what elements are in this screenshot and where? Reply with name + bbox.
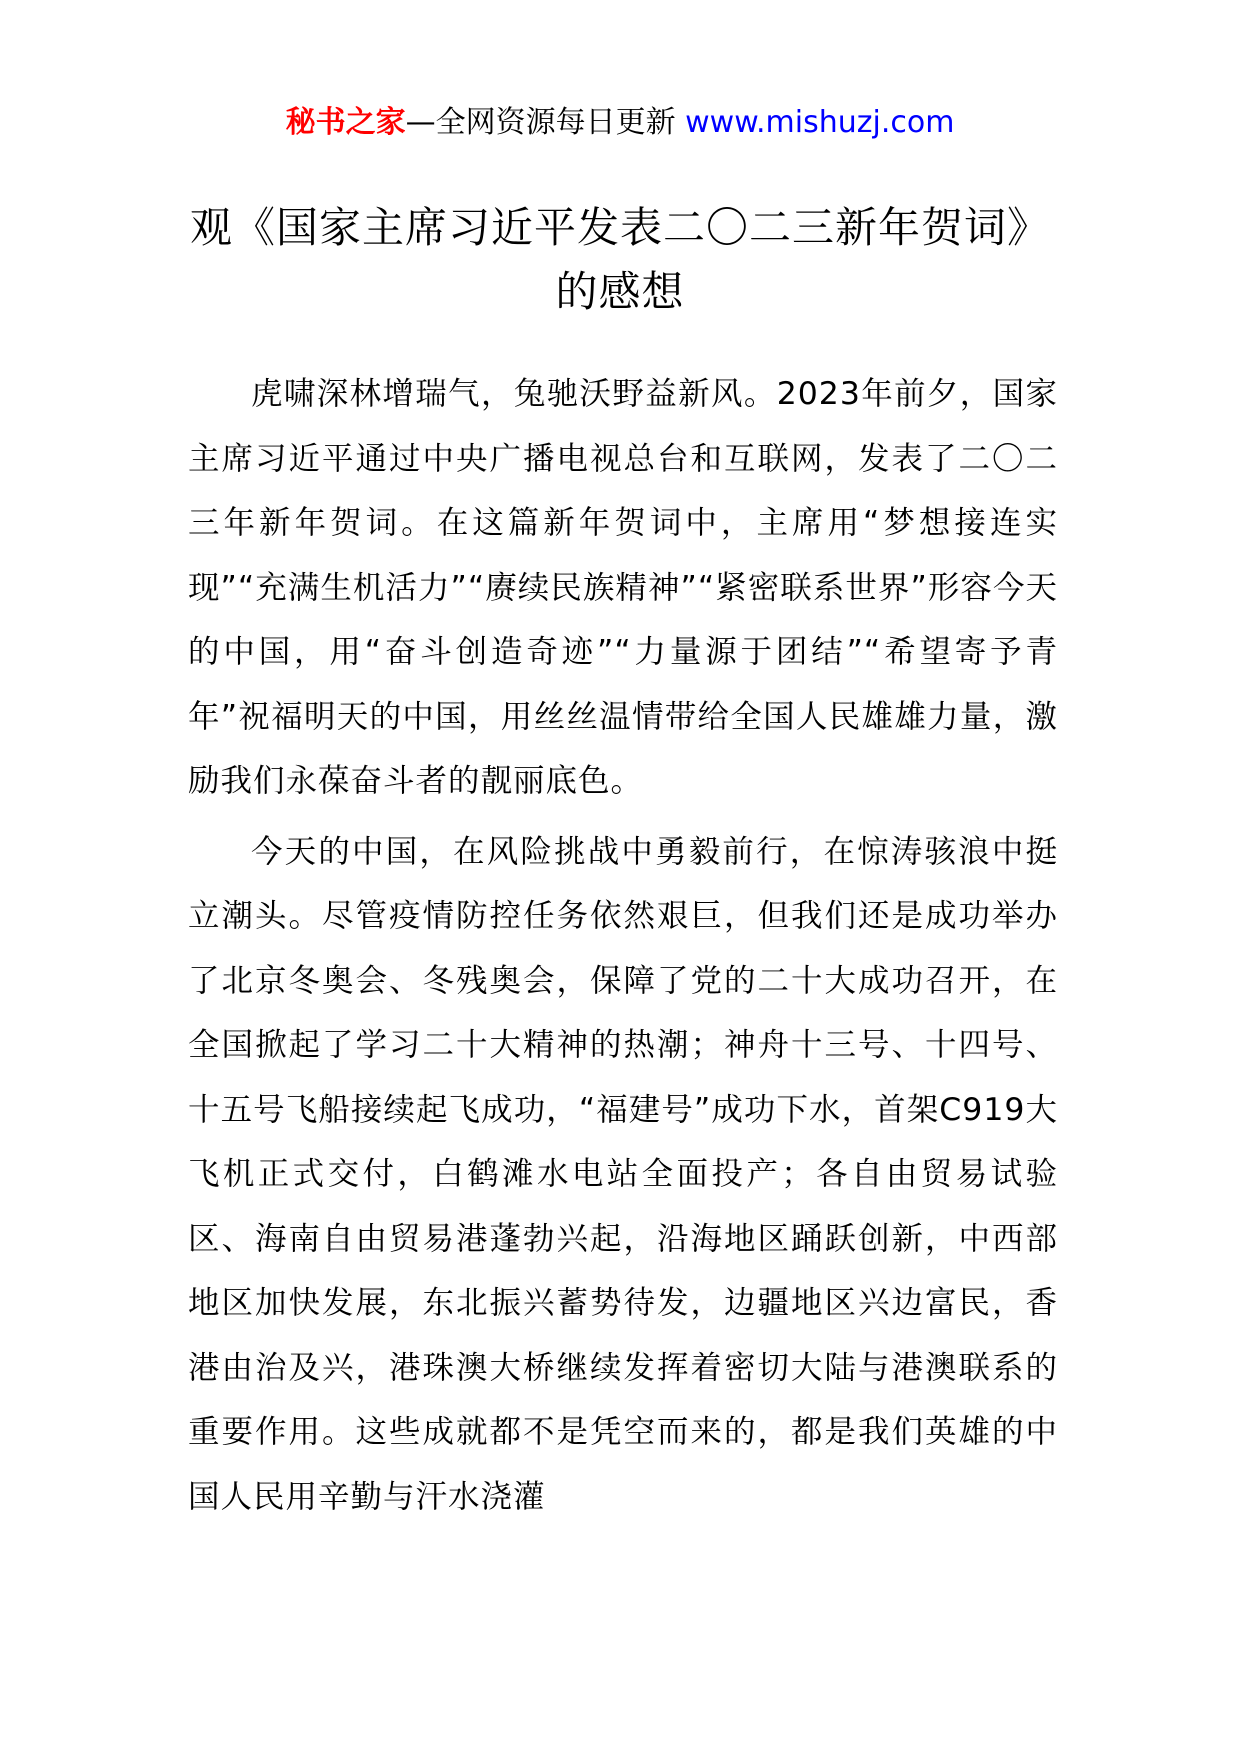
site-url-link[interactable]: www.mishuzj.com [685,105,955,140]
document-body [188,362,1058,1535]
site-tagline: —全网资源每日更新 [405,105,686,140]
brand-name: 秘书之家 [285,105,406,140]
paragraph-1: 虎啸深林增瑞气，兔驰沃野益新风。2023年前夕，国家主席习近平通过中央广播电视总台和互联网，发表了二〇二三年新年贺词。在这篇新年贺词中，主席用“梦想接连实现”“充满生机活力”“赓续民族精神”“紧密联系世界”形容今天的中国，用“奋斗创造奇迹”“力量源于团结”“希望寄予青年”祝福明天的中国，用丝丝温情带给全国人民雄雄力量，激励我们永葆奋斗者的靓丽底色。 [188,376,1058,799]
site-header [0,100,1240,146]
paragraph-2: 今天的中国，在风险挑战中勇毅前行，在惊涛骇浪中挺立潮头。尽管疫情防控任务依然艰巨，但我们还是成功举办了北京冬奥会、冬残奥会，保障了党的二十大成功召开，在全国掀起了学习二十大精神的热潮；神舟十三号、十四号、十五号飞船接续起飞成功，“福建号”成功下水，首架C919大飞机正式交付，白鹤滩水电站全面投产；各自由贸易试验区、海南自由贸易港蓬勃兴起，沿海地区踊跃创新，中西部地区加快发展，东北振兴蓄势待发，边疆地区兴边富民，香港由治及兴，港珠澳大桥继续发挥着密切大陆与港澳联系的重要作用。这些成就都不是凭空而来的，都是我们英雄的中国人民用辛勤与汗水浇灌 [188,833,1058,1515]
document-title: 观《国家主席习近平发表二〇二三新年贺词》的感想 [189,203,1050,316]
